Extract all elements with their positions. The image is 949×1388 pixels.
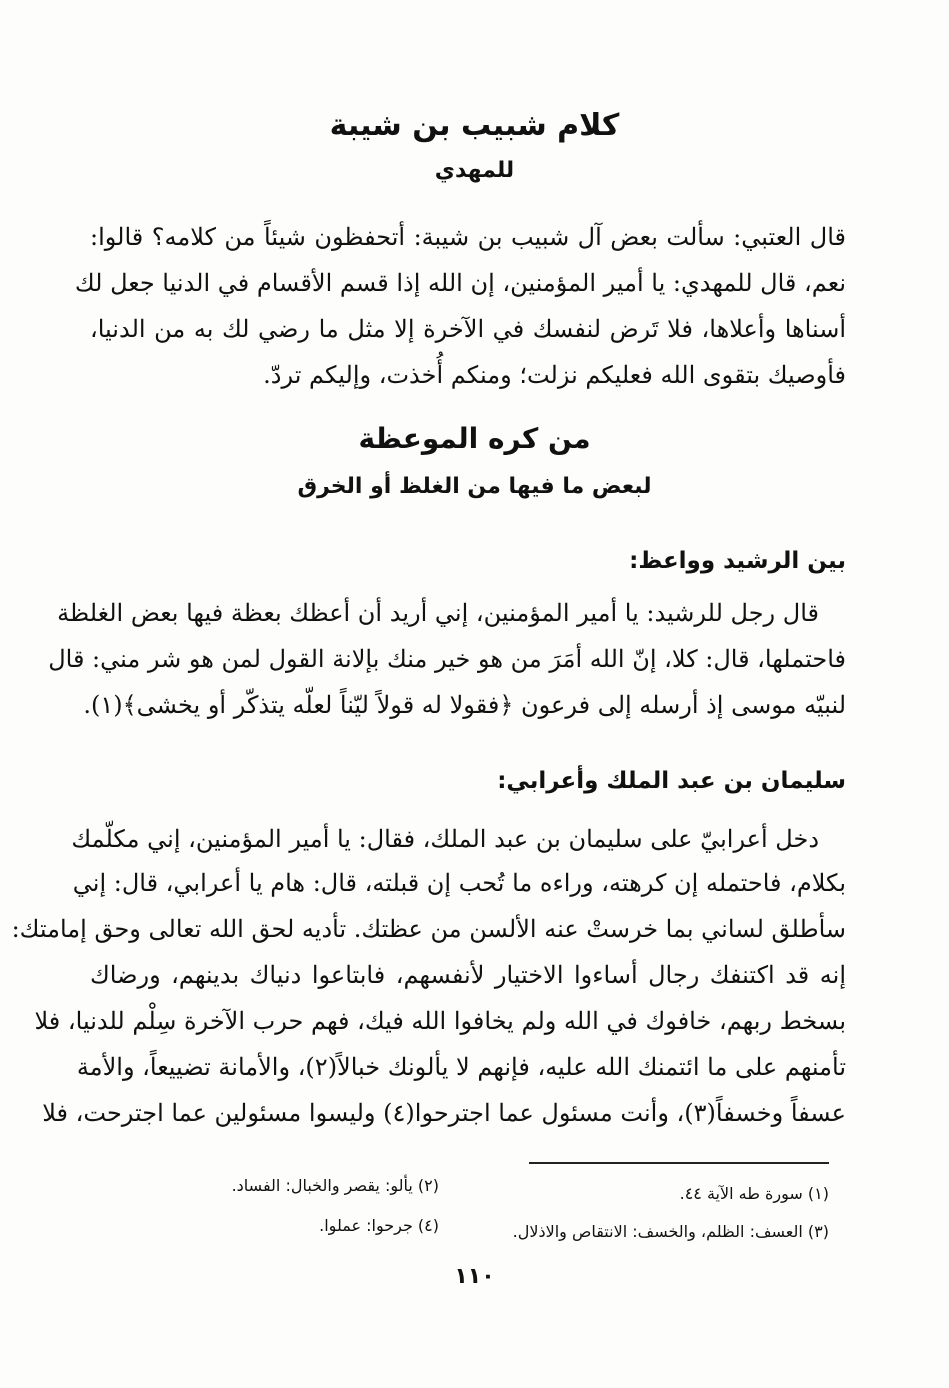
footnote-4: (٤) جرحوا: عملوا. bbox=[319, 1216, 439, 1235]
paragraph-line: قال العتبي: سألت بعض آل شبيب بن شيبة: أتحفظون شيئاً من كلامه؟ قالوا: bbox=[90, 223, 846, 251]
paragraph-line: نعم، قال للمهدي: يا أمير المؤمنين، إن الله إذا قسم الأقسام في الدنيا جعل لك bbox=[74, 269, 846, 297]
paragraph-line: بسخط ربهم، خافوك في الله ولم يخافوا الله فيك، فهم حرب الآخرة سِلْم للدنيا، فلا bbox=[34, 1007, 846, 1035]
paragraph-line: تأمنهم على ما ائتمنك الله عليه، فإنهم لا يألونك خبالاً(٢)، والأمانة تضييعاً، والأمة bbox=[76, 1053, 846, 1081]
paragraph-line: أسناها وأعلاها، فلا تَرض لنفسك في الآخرة إلا مثل ما رضي لك به من الدنيا، bbox=[90, 315, 846, 343]
paragraph-line: فاحتملها، قال: كلا، إنّ الله أمَرَ من هو خير منك بإلانة القول لمن هو شر مني: قال bbox=[48, 645, 846, 673]
page-number: ١١٠ bbox=[454, 1264, 495, 1289]
subsection-heading: سليمان بن عبد الملك وأعرابي: bbox=[497, 768, 846, 794]
footnote-3: (٣) العسف: الظلم، والخسف: الانتقاص والاذلال. bbox=[512, 1222, 829, 1241]
paragraph-line: لنبيّه موسى إذ أرسله إلى فرعون ﴿فقولا له قولاً ليّناً لعلّه يتذكّر أو يخشى﴾(١). bbox=[83, 691, 846, 719]
footnote-divider bbox=[529, 1162, 829, 1164]
paragraph-line: فأوصيك بتقوى الله فعليكم نزلت؛ ومنكم أُخذت، وإليكم تردّ. bbox=[263, 361, 846, 389]
paragraph-line: دخل أعرابيّ على سليمان بن عبد الملك، فقال: يا أمير المؤمنين، إني مكلّمك bbox=[71, 825, 819, 853]
paragraph-line: إنه قد اكتنفك رجال أساءوا الاختيار لأنفسهم، فابتاعوا دنياك بدينهم، ورضاك bbox=[90, 961, 846, 989]
paragraph-line: قال رجل للرشيد: يا أمير المؤمنين، إني أريد أن أعظك بعظة فيها بعض الغلظة bbox=[57, 599, 819, 627]
paragraph-line: سأطلق لساني بما خرستْ عنه الألسن من عظتك. تأديه لحق الله تعالى وحق إمامتك: bbox=[11, 915, 846, 943]
section-subtitle: للمهدي bbox=[434, 158, 515, 183]
section-title: من كره الموعظة bbox=[358, 422, 591, 455]
paragraph-line: عسفاً وخسفاً(٣)، وأنت مسئول عما اجترحوا(٤) وليسوا مسئولين عما اجترحت، فلا bbox=[42, 1099, 846, 1127]
footnote-1: (١) سورة طه الآية ٤٤. bbox=[679, 1184, 829, 1203]
footnote-2: (٢) يألو: يقصر والخبال: الفساد. bbox=[231, 1176, 439, 1195]
section-title: كلام شبيب بن شيبة bbox=[329, 108, 620, 143]
paragraph-line: بكلام، فاحتمله إن كرهته، وراءه ما تُحب إن قبلته، قال: هام يا أعرابي، قال: إني bbox=[72, 869, 846, 897]
section-subtitle: لبعض ما فيها من الغلظ أو الخرق bbox=[297, 474, 652, 499]
subsection-heading: بين الرشيد وواعظ: bbox=[629, 548, 846, 574]
